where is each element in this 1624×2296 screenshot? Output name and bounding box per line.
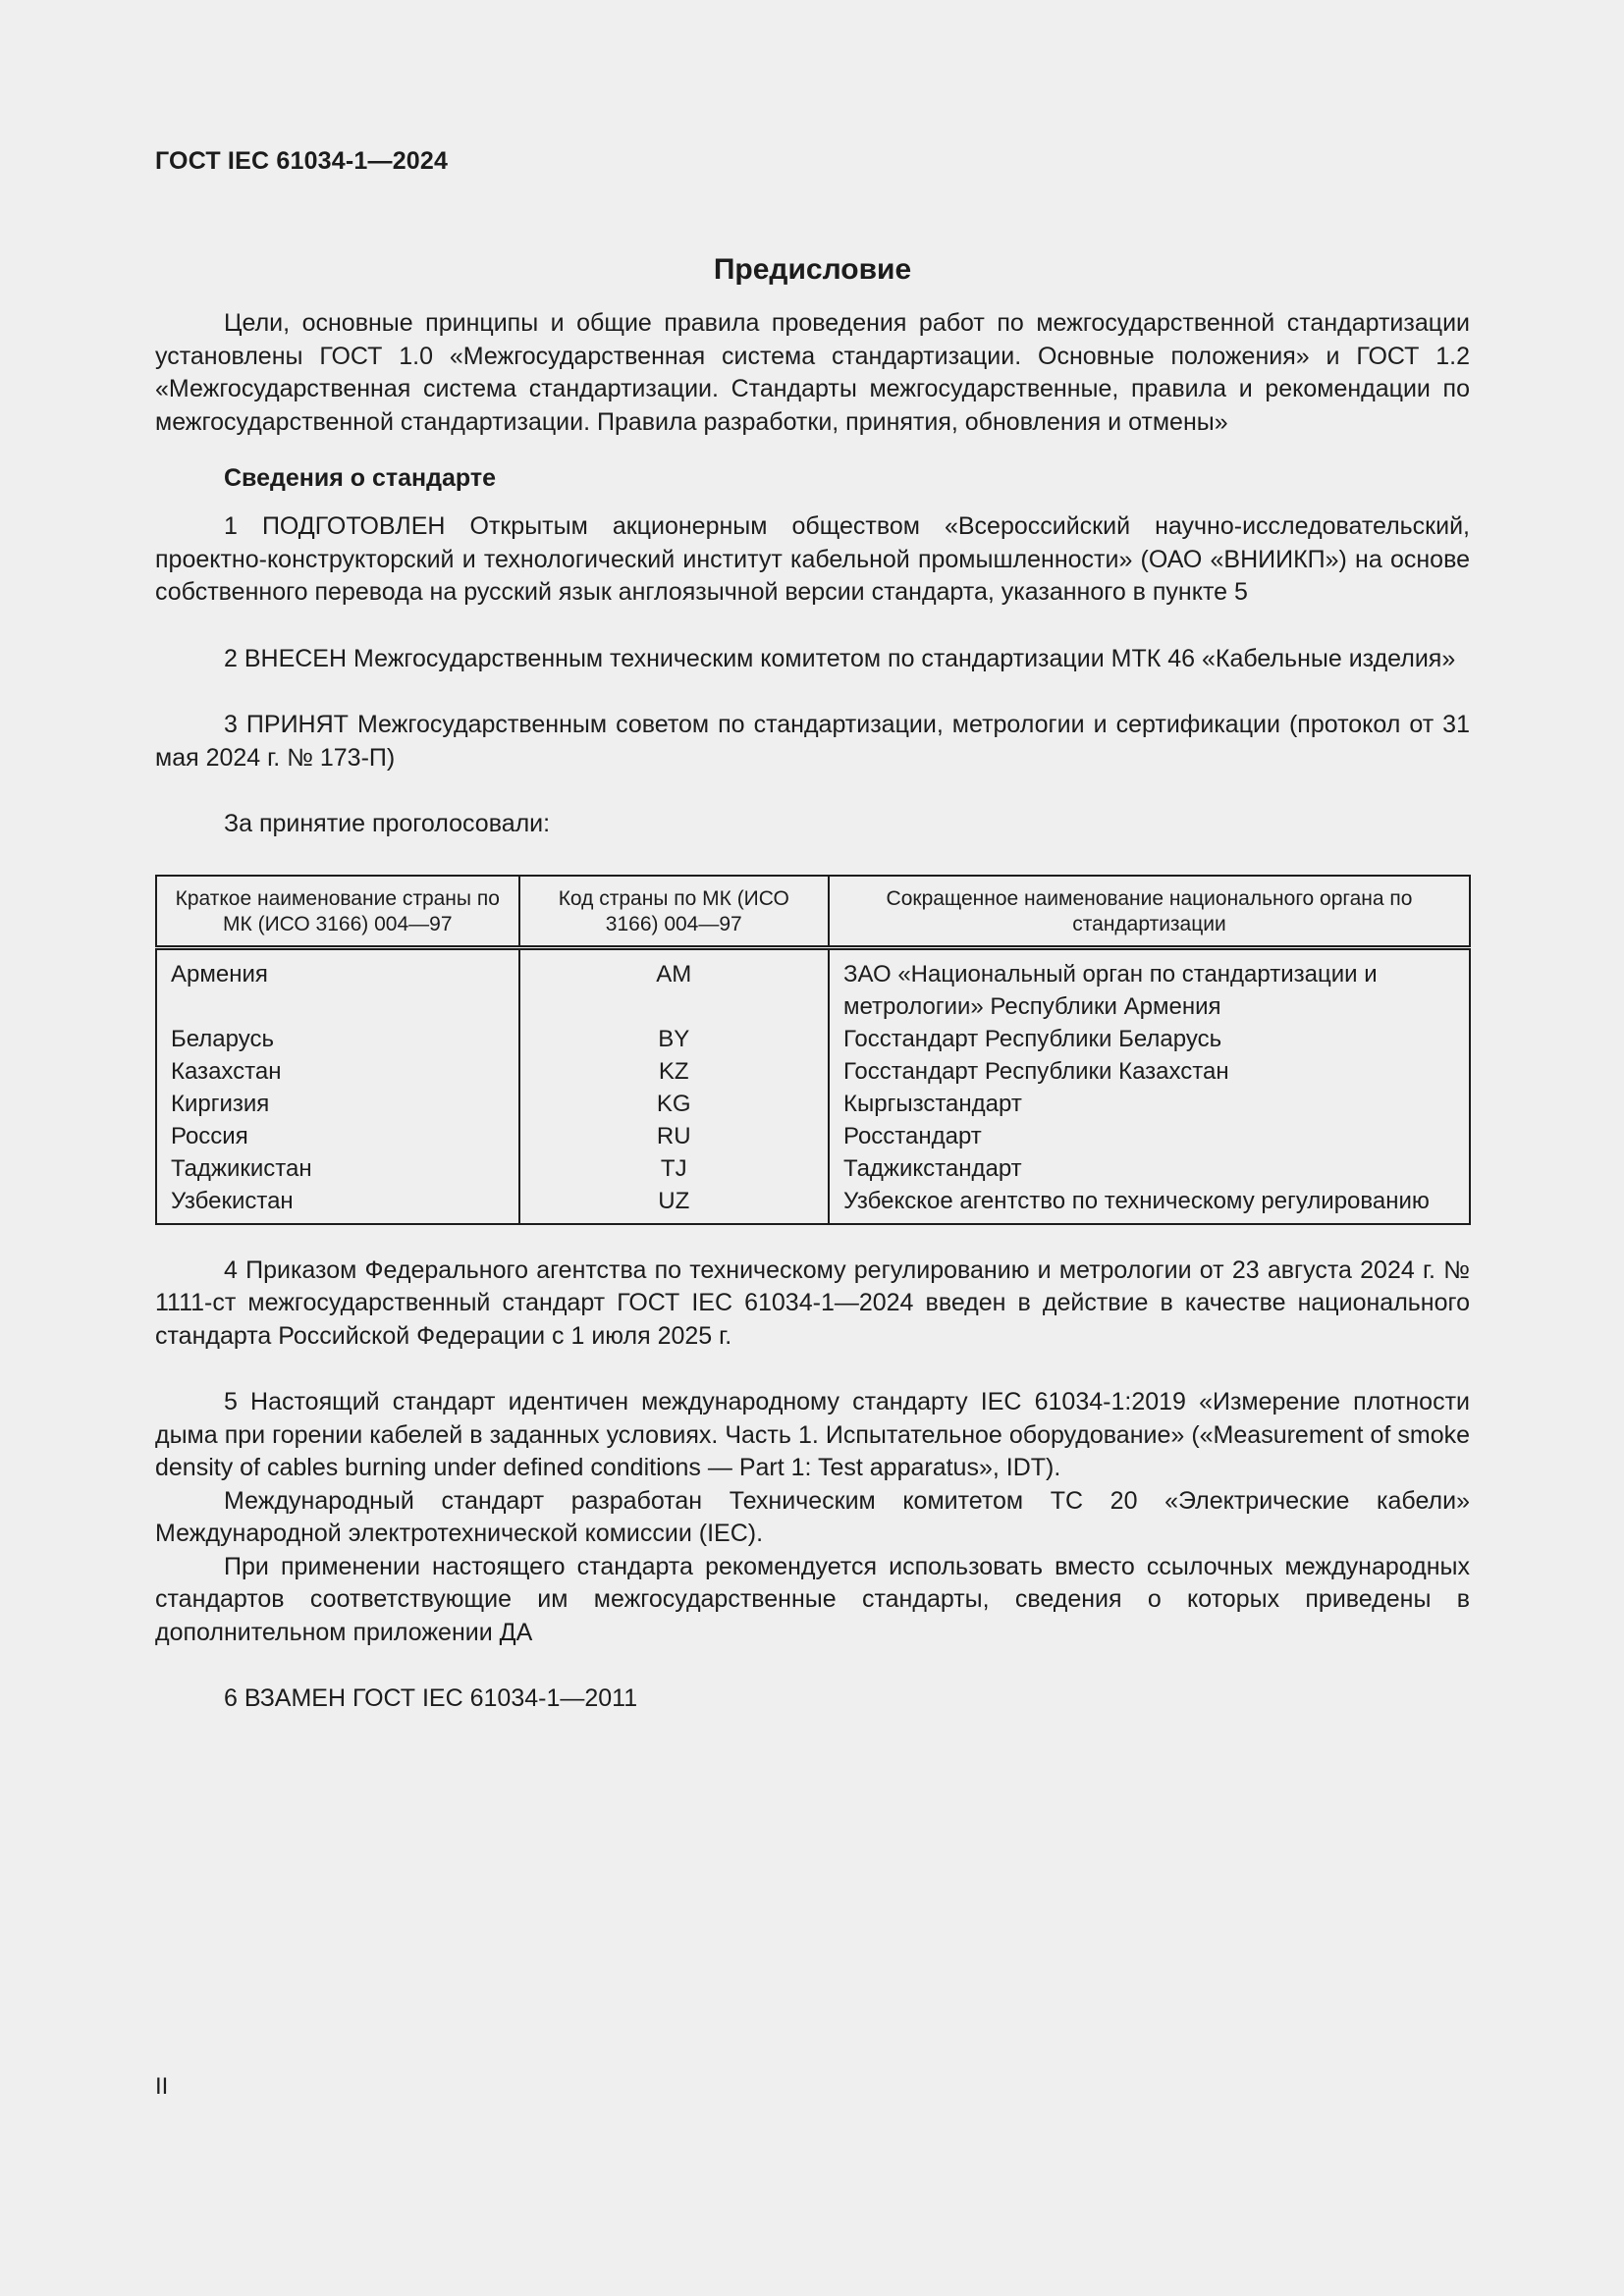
page-number: II [155,2073,169,2100]
country-code-cell: RU [519,1120,829,1152]
info-heading: Сведения о стандарте [224,464,497,492]
table-row [156,1088,1470,1120]
standards-body-cell: Госстандарт Республики Беларусь [829,1023,1470,1055]
country-name-cell: Россия [171,1122,248,1149]
country-code-cell: UZ [519,1185,829,1224]
item-5-iec-committee-paragraph: Международный стандарт разработан Техническим комитетом TC 20 «Электрические кабели» Международной электротехнической комиссии (IEC). [155,1486,1470,1547]
standards-body-cell: Таджикстандарт [829,1152,1470,1185]
header-country-name: Краткое наименование страны по МК (ИСО 3166) 004—97 [156,876,519,948]
table-row [156,1023,1470,1055]
country-code-cell: KG [519,1088,829,1120]
vote-intro: За принятие проголосовали: [224,810,551,837]
item-1-paragraph: 1 ПОДГОТОВЛЕН Открытым акционерным обществом «Всероссийский научно-исследовательский, проектно-конструкторский и технологический институт кабельной промышленности» (ОАО «ВНИИКП») на основе собственного перевода на русский язык англоязычной версии стандарта, указанного в пункте 5 [155,512,1470,606]
country-name-cell: Казахстан [171,1057,282,1085]
table-row [156,947,1470,1023]
standards-body-cell: Госстандарт Республики Казахстан [829,1055,1470,1088]
document-header: ГОСТ IEC 61034-1—2024 [155,147,449,175]
table-header-row [156,876,1470,948]
country-code-cell: BY [519,1023,829,1055]
page-title: Предисловие [713,253,912,286]
country-name-cell: Беларусь [171,1025,274,1052]
member-states-table [155,875,1471,1225]
intro-paragraph: Цели, основные принципы и общие правила проведения работ по межгосударственной стандартизации установлены ГОСТ 1.0 «Межгосударственная система стандартизации. Основные положения» и ГОСТ 1.2 «Межгосударственная система стандартизации. Стандарты межгосударственные, правила и рекомендации по межгосударственной стандартизации. Правила разработки, принятия, обновления и отмены» [155,309,1470,436]
item-4-paragraph: 4 Приказом Федерального агентства по техническому регулированию и метрологии от 23 августа 2024 г. № 1111-ст межгосударственный стандарт ГОСТ IEC 61034-1—2024 введен в действие в качестве национального стандарта Российской Федерации с 1 июля 2025 г. [155,1255,1470,1350]
country-name-cell: Таджикистан [171,1154,312,1182]
standards-body-cell: ЗАО «Национальный орган по стандартизации и метрологии» Республики Армения [829,947,1470,1023]
country-name-cell: Армения [171,960,268,988]
standards-body-cell: Кыргызстандарт [829,1088,1470,1120]
table-row [156,1152,1470,1185]
header-standards-body: Сокращенное наименование национального органа по стандартизации [829,876,1470,948]
country-code-cell: KZ [519,1055,829,1088]
country-code-cell: TJ [519,1152,829,1185]
item-6-paragraph: 6 ВЗАМЕН ГОСТ IEC 61034-1—2011 [224,1684,638,1712]
country-name-cell: Киргизия [171,1090,270,1117]
table-row [156,1185,1470,1224]
standards-body-cell: Росстандарт [829,1120,1470,1152]
item-2-paragraph: 2 ВНЕСЕН Межгосударственным техническим комитетом по стандартизации МТК 46 «Кабельные изделия» [224,644,1456,672]
item-5-application-paragraph: При применении настоящего стандарта рекомендуется использовать вместо ссылочных международных стандартов соответствующие им межгосударственные стандарты, сведения о которых приведены в дополнительном приложении ДА [155,1552,1470,1646]
item-3-paragraph: 3 ПРИНЯТ Межгосударственным советом по стандартизации, метрологии и сертификации (протокол от 31 мая 2024 г. № 173-П) [155,711,1470,772]
country-code-cell: AM [519,947,829,1023]
country-name-cell: Узбекистан [171,1187,294,1214]
standards-body-cell: Узбекское агентство по техническому регулированию [829,1185,1470,1224]
table-row [156,1120,1470,1152]
table-row [156,1055,1470,1088]
page-content [155,147,1470,1716]
header-country-code: Код страны по МК (ИСО 3166) 004—97 [519,876,829,948]
item-5-paragraph: 5 Настоящий стандарт идентичен международному стандарту IEC 61034-1:2019 «Измерение плотности дыма при горении кабелей в заданных условиях. Часть 1. Испытательное оборудование» («Measurement of smoke density of cables burning under defined conditions — Part 1: Test apparatus», IDT). [155,1388,1470,1481]
